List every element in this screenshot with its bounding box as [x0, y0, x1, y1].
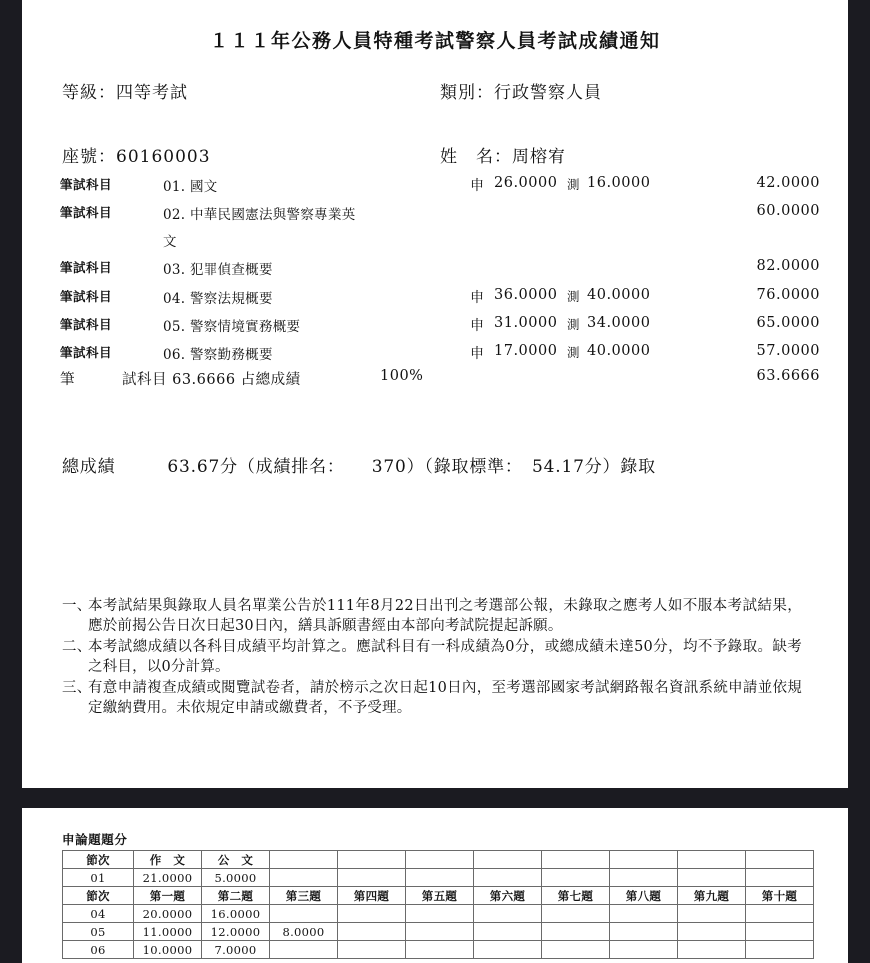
- table-cell: [610, 905, 678, 923]
- subject-name-continued: 文: [163, 234, 177, 250]
- seat-number-label: 座號：: [62, 147, 116, 167]
- essay-question-score-table: [62, 850, 814, 959]
- summary-value: 63.6666: [756, 368, 820, 384]
- table-cell: [542, 923, 610, 941]
- table-cell: [678, 941, 746, 959]
- table-header-cell: [678, 851, 746, 869]
- subject-total-score: 60.0000: [756, 203, 820, 219]
- table-cell: [542, 941, 610, 959]
- table-cell: 16.0000: [202, 905, 270, 923]
- table-cell: [270, 905, 338, 923]
- examinee-name-label: 姓 名：: [440, 147, 512, 167]
- table-row: [63, 923, 814, 941]
- table-header-cell: 第八題: [610, 887, 678, 905]
- table-cell: [678, 923, 746, 941]
- subject-row: [60, 203, 820, 250]
- table-cell: 21.0000: [134, 869, 202, 887]
- table-cell: [270, 869, 338, 887]
- multiple-choice-label: 測: [567, 317, 580, 332]
- table-header-cell: [406, 851, 474, 869]
- note-text: 有意申請複查成績或閱覽試卷者，請於榜示之次日起10日內，至考選部國家考試網路報名資訊系統申請並依規定繳納費用。未依規定申請或繳費者，不予受理。: [88, 680, 802, 716]
- table-header-cell: 節次: [63, 851, 134, 869]
- table-cell: [270, 941, 338, 959]
- table-header-cell: 第九題: [678, 887, 746, 905]
- subject-row: [60, 343, 820, 371]
- note-marker: 三、: [62, 680, 92, 696]
- table-cell: [474, 941, 542, 959]
- table-cell: [542, 905, 610, 923]
- table-header-cell: [542, 851, 610, 869]
- multiple-choice-label: 測: [567, 289, 580, 304]
- subject-type: 筆試科目: [60, 177, 113, 192]
- table-cell: 11.0000: [134, 923, 202, 941]
- table-header-cell: 作 文: [134, 851, 202, 869]
- table-cell: 05: [63, 923, 134, 941]
- essay-label: 申: [470, 290, 484, 306]
- category-value: 行政警察人員: [494, 83, 602, 103]
- grade-value: 四等考試: [116, 83, 188, 103]
- table-cell: [406, 869, 474, 887]
- table-header-cell: 第三題: [270, 887, 338, 905]
- note-marker: 二、: [62, 639, 92, 655]
- subject-name: 02. 中華民國憲法與警察專業英: [163, 207, 356, 223]
- summary-weight: 100%: [380, 368, 424, 384]
- table-header-cell: 第六題: [474, 887, 542, 905]
- table-cell: [746, 941, 814, 959]
- table-header-cell: 第五題: [406, 887, 474, 905]
- essay-score: 17.0000: [494, 343, 558, 359]
- table-row: [63, 941, 814, 959]
- table-header-cell: 第一題: [134, 887, 202, 905]
- table-cell: 06: [63, 941, 134, 959]
- essay-question-scores-page: [22, 808, 848, 963]
- note-item: [62, 596, 802, 636]
- table-cell: 5.0000: [202, 869, 270, 887]
- subject-row: [60, 258, 820, 286]
- table-cell: [678, 905, 746, 923]
- subject-name: 01. 國文: [163, 179, 218, 195]
- table-header-cell: [270, 851, 338, 869]
- table-cell: [474, 905, 542, 923]
- examinee-name-value: 周榕宥: [512, 147, 566, 167]
- subject-row: [60, 175, 820, 203]
- table-cell: 8.0000: [270, 923, 338, 941]
- table-cell: 7.0000: [202, 941, 270, 959]
- table-cell: [406, 905, 474, 923]
- table-cell: 04: [63, 905, 134, 923]
- table-header-row: [63, 851, 814, 869]
- table-cell: [746, 905, 814, 923]
- page-title: １１１年公務人員特種考試警察人員考試成績通知: [209, 30, 661, 52]
- subject-total-score: 57.0000: [756, 343, 820, 359]
- seat-number-value: 60160003: [116, 147, 211, 167]
- multiple-choice-score: 40.0000: [587, 287, 651, 303]
- table-cell: [406, 941, 474, 959]
- table-cell: [338, 941, 406, 959]
- table-row: [63, 869, 814, 887]
- table-header-cell: 節次: [63, 887, 134, 905]
- table-row: [63, 905, 814, 923]
- table-cell: [610, 869, 678, 887]
- multiple-choice-label: 測: [567, 177, 580, 192]
- subject-type: 筆試科目: [60, 289, 113, 304]
- subject-type: 筆試科目: [60, 317, 113, 332]
- note-item: [62, 637, 802, 677]
- subject-row: [60, 315, 820, 343]
- essay-score: 31.0000: [494, 315, 558, 331]
- table-header-cell: 第二題: [202, 887, 270, 905]
- subject-row: [60, 287, 820, 315]
- table-cell: [542, 869, 610, 887]
- category-field: [440, 78, 602, 103]
- subject-total-score: 65.0000: [756, 315, 820, 331]
- summary-subject-total: 試科目 63.6666 占總成績: [122, 372, 301, 388]
- table-cell: [746, 923, 814, 941]
- appendix-title: 申論題題分: [62, 832, 128, 847]
- table-cell: 12.0000: [202, 923, 270, 941]
- note-text: 本考試結果與錄取人員名單業公告於111年8月22日出刊之考選部公報，未錄取之應考人如不服本考試結果，應於前揭公告日次日起30日內，繕具訴願書經由本部向考試院提起訴願。: [88, 598, 802, 634]
- table-cell: [474, 869, 542, 887]
- table-header-row: [63, 887, 814, 905]
- notes-section: [62, 596, 802, 719]
- grade-label: 等級：: [62, 83, 116, 103]
- table-cell: [610, 923, 678, 941]
- table-cell: [678, 869, 746, 887]
- examinee-name-field: [440, 142, 566, 167]
- essay-score: 26.0000: [494, 175, 558, 191]
- subject-total-score: 76.0000: [756, 287, 820, 303]
- table-header-cell: 第十題: [746, 887, 814, 905]
- table-header-cell: [610, 851, 678, 869]
- multiple-choice-score: 34.0000: [587, 315, 651, 331]
- note-item: [62, 678, 802, 718]
- subject-type: 筆試科目: [60, 260, 113, 275]
- table-header-cell: 公 文: [202, 851, 270, 869]
- multiple-choice-score: 40.0000: [587, 343, 651, 359]
- final-score-label: 總成績: [62, 457, 116, 477]
- note-marker: 一、: [62, 598, 92, 614]
- table-cell: 20.0000: [134, 905, 202, 923]
- subject-name: 04. 警察法規概要: [163, 291, 273, 307]
- table-cell: [474, 923, 542, 941]
- table-cell: [746, 869, 814, 887]
- table-cell: [338, 869, 406, 887]
- final-score-line: [62, 452, 656, 477]
- table-cell: 01: [63, 869, 134, 887]
- essay-score: 36.0000: [494, 287, 558, 303]
- score-notice-page: [22, 0, 848, 788]
- written-exam-summary-row: [60, 368, 820, 392]
- subject-type: 筆試科目: [60, 205, 113, 220]
- summary-label: 筆: [60, 372, 75, 388]
- table-header-cell: 第四題: [338, 887, 406, 905]
- table-header-cell: [474, 851, 542, 869]
- final-score-text: 63.67分（成績排名： 370）（錄取標準： 54.17分）錄取: [167, 457, 656, 477]
- subject-total-score: 82.0000: [756, 258, 820, 274]
- essay-label: 申: [470, 346, 484, 362]
- table-cell: [338, 905, 406, 923]
- table-cell: [610, 941, 678, 959]
- table-cell: 10.0000: [134, 941, 202, 959]
- seat-number-field: [62, 142, 211, 167]
- multiple-choice-score: 16.0000: [587, 175, 651, 191]
- table-cell: [338, 923, 406, 941]
- table-header-cell: [338, 851, 406, 869]
- multiple-choice-label: 測: [567, 345, 580, 360]
- subject-name: 03. 犯罪偵查概要: [163, 262, 273, 278]
- subject-name: 05. 警察情境實務概要: [163, 319, 301, 335]
- essay-label: 申: [470, 178, 484, 194]
- subject-total-score: 42.0000: [756, 175, 820, 191]
- grade-field: [62, 78, 188, 103]
- category-label: 類別：: [440, 83, 494, 103]
- subject-name: 06. 警察勤務概要: [163, 347, 273, 363]
- subject-type: 筆試科目: [60, 345, 113, 360]
- essay-label: 申: [470, 318, 484, 334]
- table-header-cell: 第七題: [542, 887, 610, 905]
- table-header-cell: [746, 851, 814, 869]
- table-cell: [406, 923, 474, 941]
- note-text: 本考試總成績以各科目成績平均計算之。應試科目有一科成績為0分，或總成績未達50分，均不予錄取。缺考之科目，以0分計算。: [88, 639, 802, 675]
